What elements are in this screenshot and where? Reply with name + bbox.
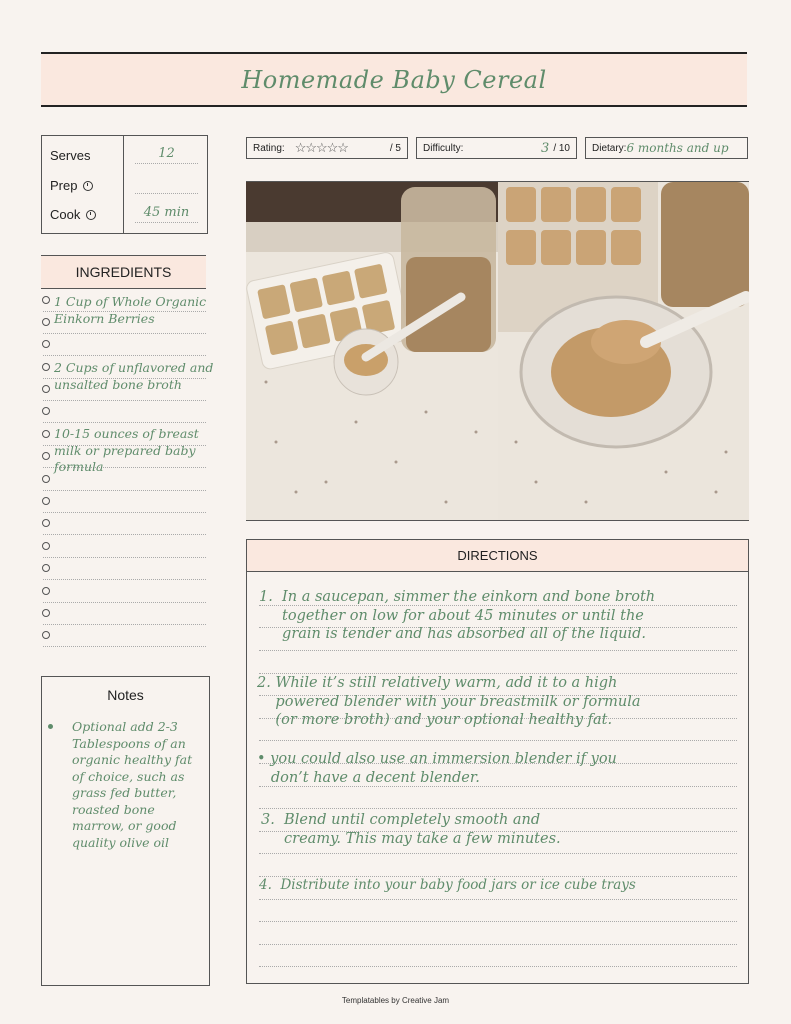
serves-row: [50, 148, 90, 163]
clock-icon: [83, 181, 93, 191]
ingredient-bullet[interactable]: [42, 385, 50, 393]
rating-label: Rating:: [253, 142, 285, 154]
ingredient-bullet[interactable]: [42, 587, 50, 595]
ingredient-line: [43, 578, 206, 580]
cook-row: [50, 207, 96, 222]
prep-row: [50, 178, 93, 193]
difficulty-value[interactable]: 3: [541, 140, 550, 156]
ingredient-bullet[interactable]: [42, 564, 50, 572]
dietary-value[interactable]: 6 months and up: [626, 141, 729, 155]
cook-value[interactable]: 45 min: [135, 205, 198, 223]
ingredient-line: [43, 399, 206, 401]
recipe-photo-image: [246, 182, 749, 520]
direction-line: [259, 943, 737, 945]
prep-label: Prep: [50, 178, 78, 193]
direction-step[interactable]: 3. Blend until completely smooth and creamy. This may take a few minutes.: [261, 812, 561, 847]
direction-line: [259, 739, 737, 741]
ingredients-title: INGREDIENTS: [75, 264, 172, 280]
prep-value[interactable]: [135, 176, 198, 194]
ingredient-bullet[interactable]: [42, 318, 50, 326]
directions-header: [247, 540, 748, 572]
ingredient-bullet[interactable]: [42, 609, 50, 617]
ingredient-line: [43, 533, 206, 535]
serves-label: Serves: [50, 148, 91, 163]
notes-title: Notes: [107, 687, 144, 703]
direction-line: [259, 920, 737, 922]
difficulty-label: Difficulty:: [423, 142, 464, 154]
ingredient-bullet[interactable]: [42, 497, 50, 505]
footer-credit: Templatables by Creative Jam: [341, 996, 450, 1005]
ingredient-line: [43, 421, 206, 423]
direction-step[interactable]: 1. In a saucepan, simmer the einkorn and bone broth together on low for about 45 minutes or until the grain is tender and has absorbed all of the liquid.: [259, 589, 656, 642]
ingredient-item[interactable]: 1 Cup of Whole Organic Einkorn Berries: [54, 294, 207, 326]
cook-label: Cook: [50, 207, 81, 222]
direction-step[interactable]: 4. Distribute into your baby food jars or ice cube trays: [259, 877, 636, 893]
direction-step[interactable]: • you could also use an immersion blender if you don’t have a decent blender.: [257, 751, 617, 786]
ingredient-bullet[interactable]: [42, 296, 50, 304]
ingredient-line: [43, 332, 206, 334]
dietary-label: Dietary:: [592, 142, 627, 154]
ingredient-bullet[interactable]: [42, 430, 50, 438]
difficulty-box: [416, 137, 577, 159]
notes-box: [41, 676, 210, 986]
ingredient-bullet[interactable]: [42, 407, 50, 415]
ingredient-line: [43, 601, 206, 603]
serves-value[interactable]: 12: [135, 146, 198, 164]
directions-box: [246, 539, 749, 984]
directions-title: DIRECTIONS: [457, 548, 538, 563]
ingredient-line: [43, 645, 206, 647]
direction-line: [259, 649, 737, 651]
direction-line: [259, 807, 737, 809]
clock-icon: [86, 210, 96, 220]
notes-bullet: [48, 724, 53, 729]
ingredient-line: [43, 511, 206, 513]
ingredient-bullet[interactable]: [42, 340, 50, 348]
direction-step[interactable]: 2. While it’s still relatively warm, add it to a high powered blender with your breastmilk or formula (or more broth) and your optional healthy fat.: [257, 675, 641, 728]
page-title: Homemade Baby Cereal: [241, 65, 547, 94]
ingredient-line: [43, 354, 206, 356]
ingredients-header: [41, 255, 206, 289]
dietary-box: [585, 137, 748, 159]
ingredient-bullet[interactable]: [42, 542, 50, 550]
direction-line: [259, 965, 737, 967]
ingredient-bullet[interactable]: [42, 519, 50, 527]
ingredient-item[interactable]: 2 Cups of unflavored and unsalted bone broth: [54, 360, 214, 392]
ingredient-bullet[interactable]: [42, 475, 50, 483]
rating-out-of: / 5: [389, 142, 401, 154]
ingredient-line: [43, 556, 206, 558]
direction-line: [259, 898, 737, 900]
star-rating-icon[interactable]: ☆☆☆☆☆: [294, 140, 348, 155]
title-banner: [41, 52, 747, 107]
recipe-photo: [246, 181, 749, 521]
ingredient-bullet[interactable]: [42, 452, 50, 460]
serves-box: [41, 135, 208, 234]
serves-divider: [123, 136, 124, 233]
difficulty-out-of: / 10: [553, 142, 570, 154]
ingredient-bullet[interactable]: [42, 363, 50, 371]
rating-box: [246, 137, 408, 159]
ingredient-item[interactable]: 10-15 ounces of breast milk or prepared baby formula: [54, 426, 199, 474]
notes-text[interactable]: Optional add 2-3 Tablespoons of an organic healthy fat of choice, such as grass fed butter, roasted bone marrow, or good quality olive oil: [72, 719, 193, 850]
ingredient-bullet[interactable]: [42, 631, 50, 639]
direction-line: [259, 852, 737, 854]
ingredient-line: [43, 489, 206, 491]
ingredient-line: [43, 623, 206, 625]
